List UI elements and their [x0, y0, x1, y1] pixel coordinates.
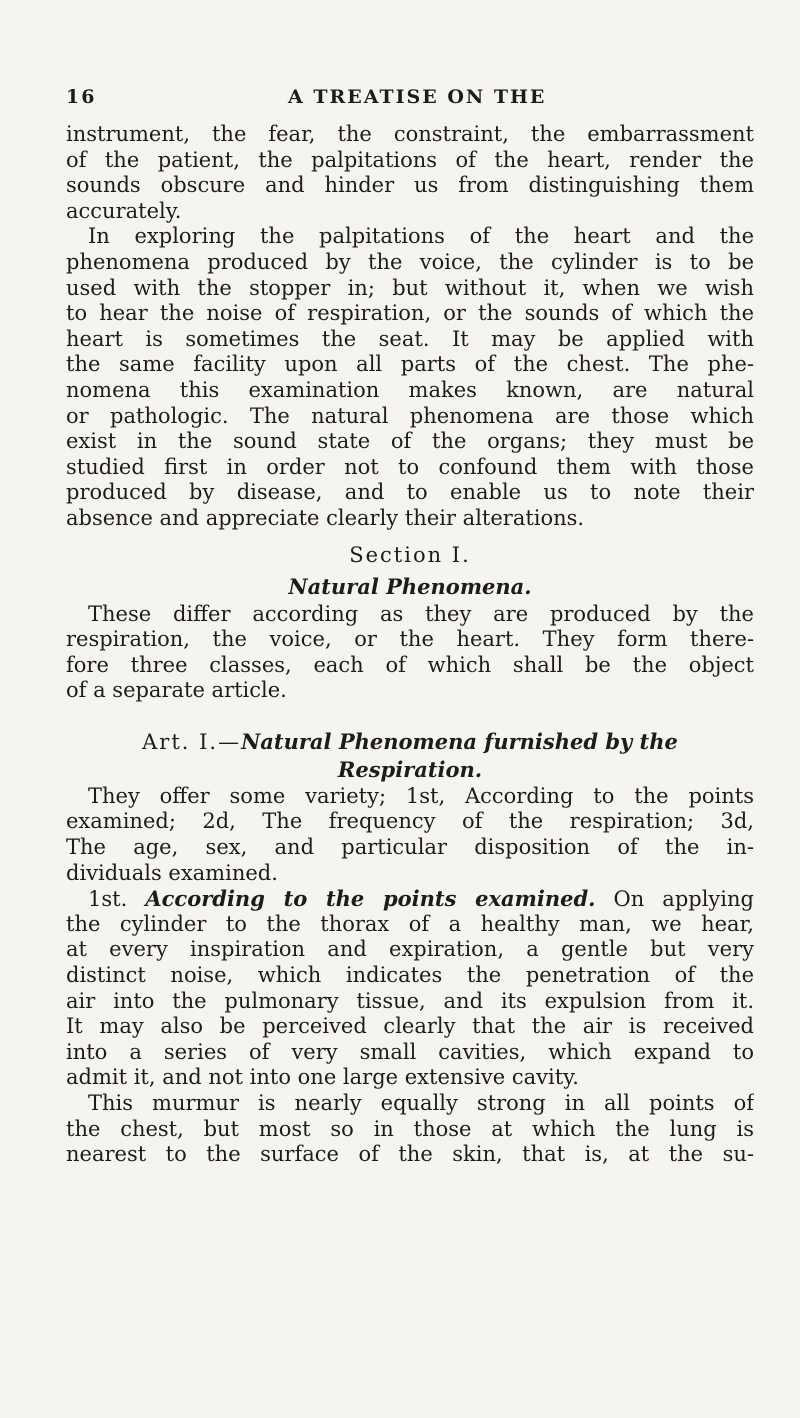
text-line: distinct noise, which indicates the penetration of the — [66, 963, 754, 988]
text-line: to hear the noise of respiration, or the sounds of which the — [66, 301, 754, 326]
running-head — [66, 86, 746, 116]
text-line: at every inspiration and expiration, a gentle but very — [66, 937, 754, 962]
line-remainder: On applying — [613, 887, 754, 912]
text-line: produced by disease, and to enable us to note their — [66, 480, 754, 505]
text-line: fore three classes, each of which shall be the object — [66, 652, 754, 677]
text-line: used with the stopper in; but without it, when we wish — [66, 275, 754, 300]
text-line: This murmur is nearly equally strong in all points of — [88, 1091, 754, 1115]
text-line: The age, sex, and particular disposition of the in- — [66, 835, 754, 860]
article-heading — [66, 728, 754, 756]
text-line: or pathologic. The natural phenomena are those which — [66, 403, 754, 428]
text-line: the cylinder to the thorax of a healthy man, we hear, — [66, 911, 754, 936]
italic-subheading: According to the points examined. — [145, 886, 596, 912]
section-heading: Section I. — [349, 542, 471, 567]
text-line: nearest to the surface of the skin, that is, at the su- — [66, 1142, 754, 1167]
body-text — [66, 122, 754, 1168]
text-line: nomena this examination makes known, are natural — [66, 377, 754, 402]
text-line: exist in the sound state of the organs; they must be — [66, 429, 754, 454]
text-line: These differ according as they are produced by the — [88, 601, 754, 626]
page-number: 16 — [66, 86, 97, 108]
text-line: into a series of very small cavities, which expand to — [66, 1039, 754, 1064]
text-line: studied first in order not to confound them with those — [66, 454, 754, 479]
text-line: respiration, the voice, or the heart. They form there- — [66, 627, 754, 652]
article-label: Art. I.— — [142, 729, 242, 754]
section-subtitle: Natural Phenomena. — [288, 573, 532, 599]
text-line: In exploring the palpitations of the heart and the — [88, 224, 754, 249]
text-line: of the patient, the palpitations of the heart, render the — [66, 147, 754, 172]
text-line: sounds obscure and hinder us from distinguishing them — [66, 173, 754, 198]
lead-numeral: 1st. — [88, 887, 128, 912]
text-line: heart is sometimes the seat. It may be applied with — [66, 326, 754, 351]
text-line: of a separate article. — [66, 678, 287, 703]
text-line: phenomena produced by the voice, the cylinder is to be — [66, 249, 754, 274]
article-title-continued: Respiration. — [337, 756, 483, 782]
text-line: examined; 2d, The frequency of the respiration; 3d, — [66, 809, 754, 834]
text-line: It may also be perceived clearly that the air is received — [66, 1014, 754, 1039]
text-line: the same facility upon all parts of the chest. The phe- — [66, 352, 754, 377]
text-line: accurately. — [66, 198, 182, 223]
text-line: absence and appreciate clearly their alterations. — [66, 505, 585, 530]
article-heading-continued — [66, 756, 754, 784]
text-line: air into the pulmonary tissue, and its expulsion from it. — [66, 988, 754, 1013]
text-line: instrument, the fear, the constraint, the embarrassment — [66, 122, 754, 146]
text-line: dividuals examined. — [66, 860, 278, 885]
spacer — [66, 704, 754, 728]
article-title: Natural Phenomena furnished by the — [241, 728, 678, 754]
text-line: They offer some variety; 1st, According to the points — [88, 783, 754, 808]
text-line: the chest, but most so in those at which the lung is — [66, 1116, 754, 1141]
text-line — [66, 886, 754, 912]
text-line: admit it, and not into one large extensive cavity. — [66, 1065, 579, 1090]
running-title: A TREATISE ON THE — [288, 86, 547, 108]
